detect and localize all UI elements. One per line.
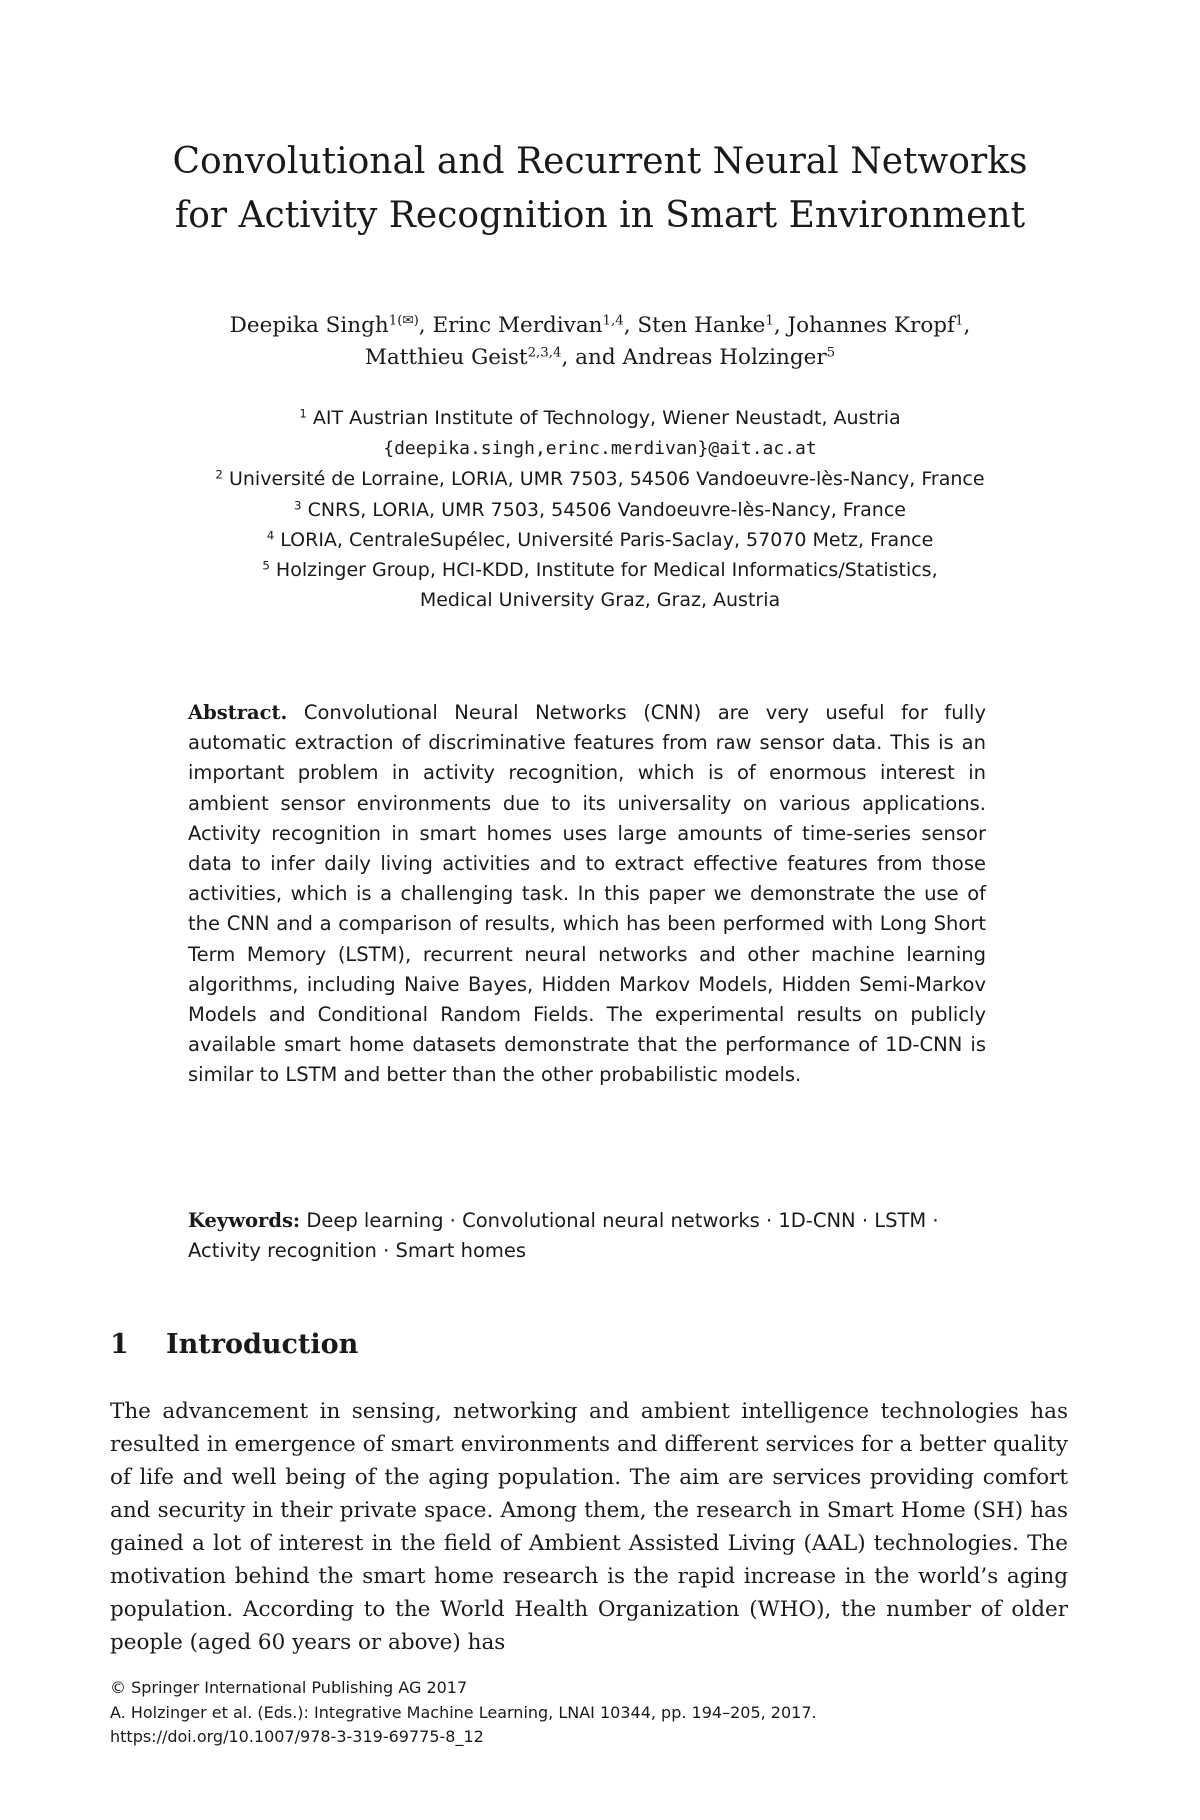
author-name: Johannes Kropf: [787, 313, 956, 338]
affiliation-number: 3: [294, 498, 302, 513]
corresponding-author-mark: (✉): [397, 313, 419, 329]
author-conjunction: and: [575, 345, 616, 370]
affiliation-text: Holzinger Group, HCI-KDD, Institute for Medical Informatics/Statistics,: [275, 559, 938, 582]
section-number: 1: [110, 1329, 129, 1360]
author-name: Andreas Holzinger: [622, 345, 827, 370]
copyright-footer: [110, 1676, 817, 1750]
affiliation-list: [100, 403, 1100, 615]
affiliation-line: [100, 495, 1100, 525]
abstract-label: Abstract.: [188, 701, 288, 724]
copyright-line: © Springer International Publishing AG 2017: [110, 1678, 468, 1697]
doi-link[interactable]: https://doi.org/10.1007/978-3-319-69775-8_12: [110, 1727, 484, 1746]
abstract: [188, 698, 986, 1091]
author-name: Sten Hanke: [637, 313, 766, 338]
keywords: [188, 1206, 986, 1266]
author-line: Matthieu Geist$^{2,3,4}$, and Andreas Holzinger$^5$: [364, 345, 836, 370]
affiliation-marker: 1,4: [602, 313, 624, 329]
citation-line: A. Holzinger et al. (Eds.): Integrative Machine Learning, LNAI 10344, pp. 194–205, 2017.: [110, 1702, 817, 1722]
author-name: Erinc Merdivan: [432, 313, 603, 338]
affiliation-number: 4: [266, 528, 275, 543]
author-emails: {deepika.singh,erinc.merdivan}@ait.ac.at: [383, 438, 817, 460]
author-name: Deepika Singh: [229, 313, 389, 338]
author-list: [100, 310, 1100, 374]
affiliation-text: CNRS, LORIA, UMR 7503, 54506 Vandoeuvre-lès-Nancy, France: [307, 498, 906, 521]
affiliation-text: AIT Austrian Institute of Technology, Wiener Neustadt, Austria: [312, 407, 901, 429]
abstract-text: Convolutional Neural Networks (CNN) are very useful for fully automatic extraction of discriminative features from raw sensor data. This is an important problem in activity recognition, which is of enormous interest in ambient sensor environments due to its universality on various applications. Activity recognition in smart homes uses large amounts of time-series sensor data to infer daily living activities and to extract effective features from those activities, which is a challenging task. In this paper we demonstrate the use of the CNN and a comparison of results, which has been performed with Long Short Term Memory (LSTM), recurrent neural networks and other machine learning algorithms, including Naive Bayes, Hidden Markov Models, Hidden Semi-Markov Models and Conditional Random Fields. The experimental results on publicly available smart home datasets demonstrate that the performance of 1D-CNN is similar to LSTM and better than the other probabilistic models.: [188, 701, 986, 1087]
affiliation-marker: 1: [765, 313, 774, 329]
keywords-label: Keywords:: [188, 1209, 301, 1232]
section-body: The advancement in sensing, networking and ambient intelligence technologies has resulted in emergence of smart environments and different services for a better quality of life and well being of the aging population. The aim are services providing comfort and security in their private space. Among them, the research in Smart Home (SH) has gained a lot of interest in the field of Ambient Assisted Living (AAL) technologies. The motivation behind the smart home research is the rapid increase in the world’s aging population. According to the World Health Organization (WHO), the number of older people (aged 60 years or above) has: [110, 1399, 1068, 1655]
section-title: Introduction: [166, 1329, 359, 1360]
title-line: Convolutional and Recurrent Neural Networks: [172, 141, 1028, 182]
affiliation-marker: 5: [826, 345, 836, 361]
affiliation-number: 1: [299, 406, 307, 421]
author-name: Matthieu Geist: [364, 345, 528, 370]
section-heading: [110, 1325, 358, 1365]
paper-title: [100, 135, 1100, 243]
affiliation-marker: 1: [955, 313, 964, 329]
keywords-text: Deep learning · Convolutional neural networks · 1D-CNN · LSTM · Activity recognition · Smart homes: [188, 1209, 939, 1263]
affiliation-line: [100, 464, 1100, 494]
affiliation-line: [100, 403, 1100, 433]
affiliation-text: Medical University Graz, Graz, Austria: [419, 589, 781, 612]
affiliation-marker: 1(✉): [388, 313, 419, 329]
affiliation-line: [100, 433, 1100, 464]
affiliation-text: Université de Lorraine, LORIA, UMR 7503, 54506 Vandoeuvre-lès-Nancy, France: [228, 468, 985, 491]
affiliation-line: [100, 585, 1100, 615]
title-line: for Activity Recognition in Smart Environment: [174, 195, 1026, 236]
affiliation-marker: 2,3,4: [527, 345, 562, 361]
affiliation-text: LORIA, CentraleSupélec, Université Paris-Saclay, 57070 Metz, France: [280, 528, 934, 551]
affiliation-line: [100, 525, 1100, 555]
author-line: Deepika Singh$^{1(✉)}$, Erinc Merdivan$^{1,4}$, Sten Hanke$^1$, Johannes Kropf$^1$,: [229, 313, 971, 338]
affiliation-number: 5: [262, 558, 270, 573]
affiliation-line: [100, 555, 1100, 585]
affiliation-number: 2: [215, 467, 223, 482]
